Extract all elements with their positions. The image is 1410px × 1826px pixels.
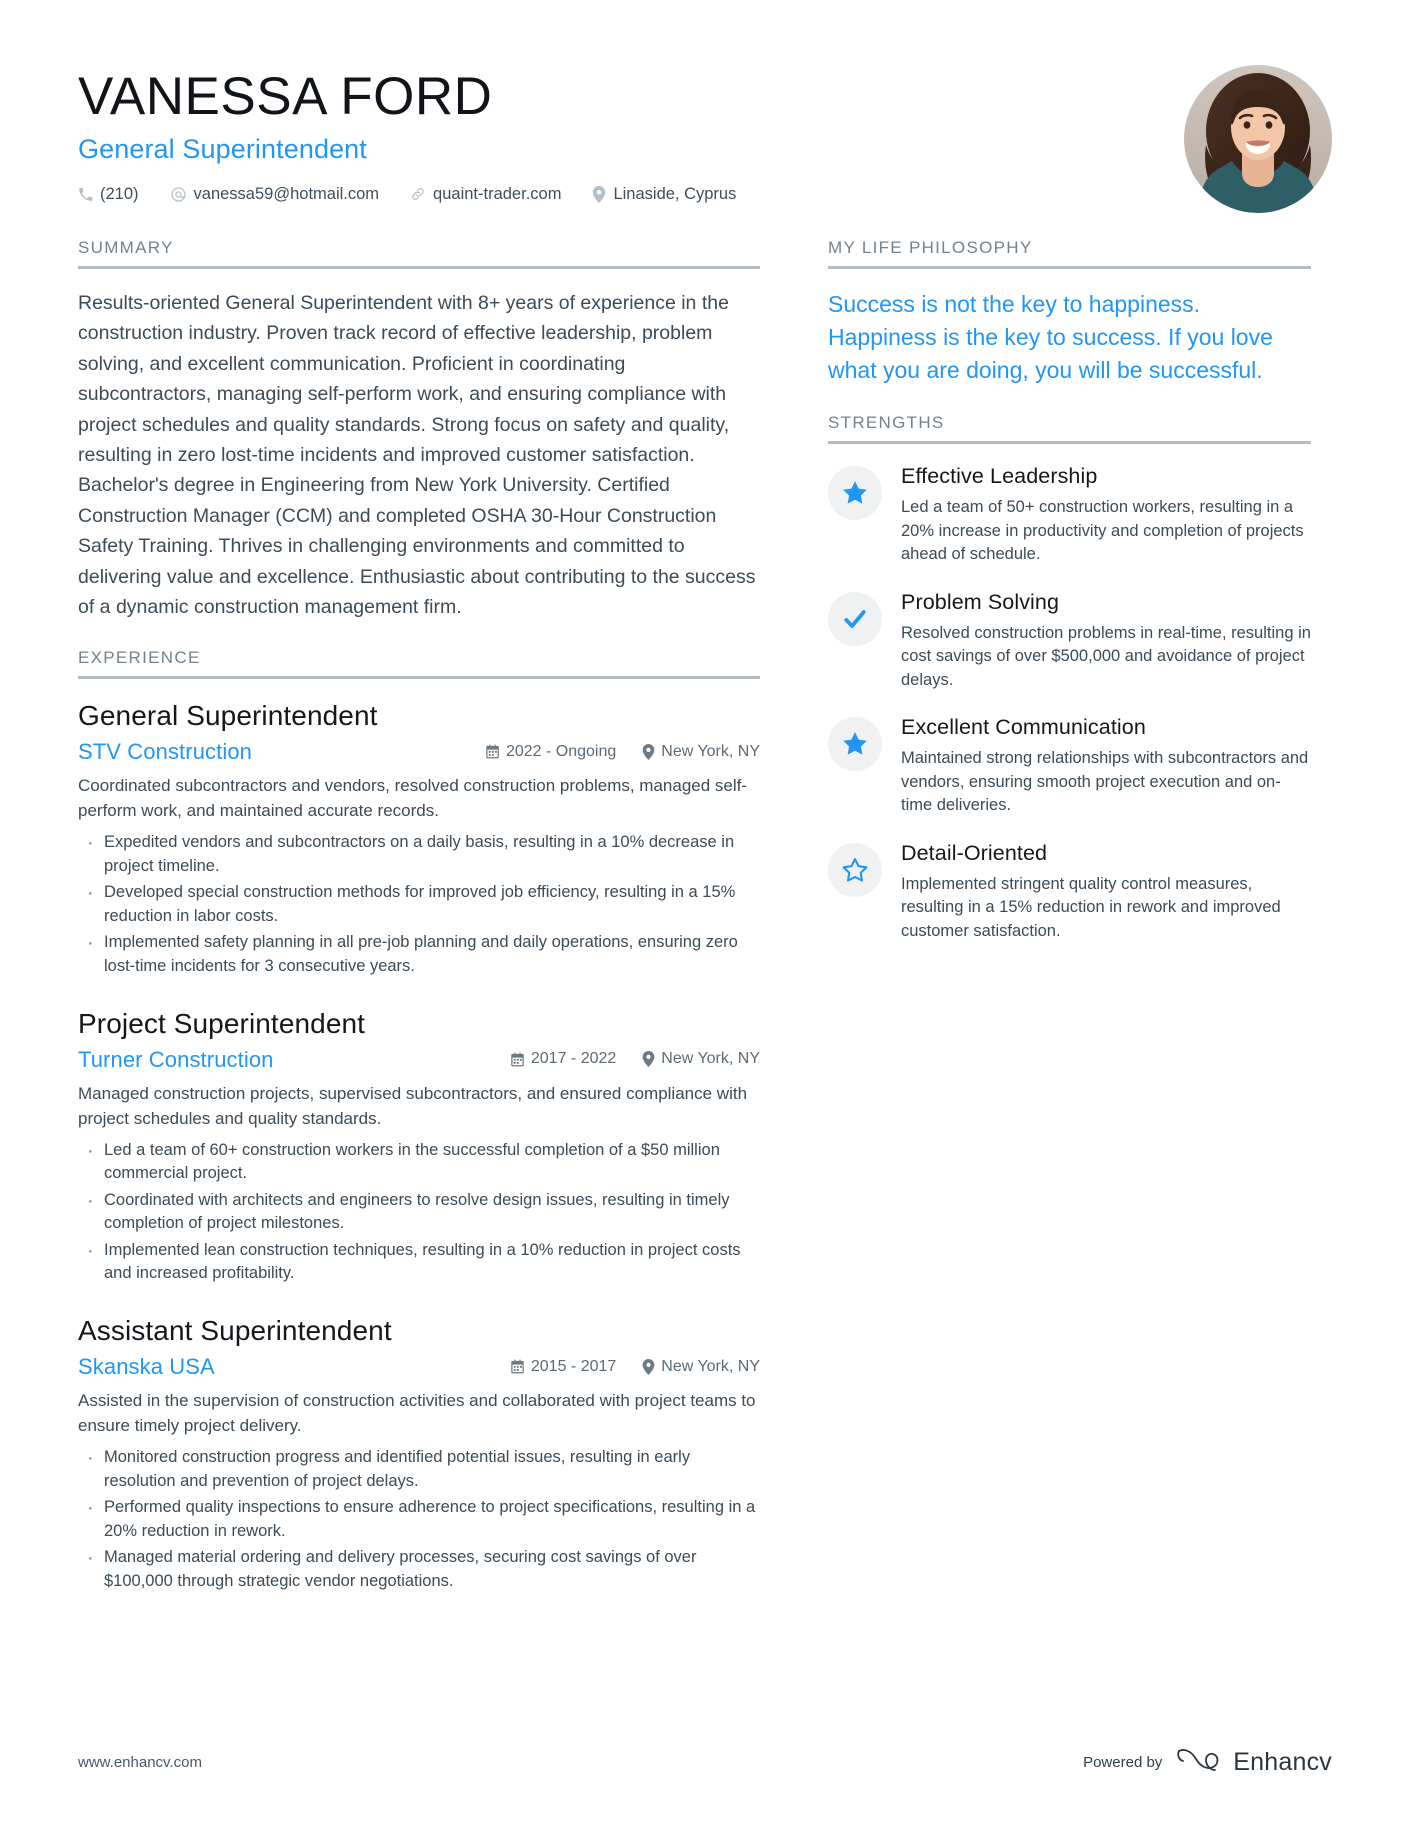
location-pin-icon	[592, 186, 606, 203]
location-pin-icon	[642, 1051, 655, 1067]
experience-job-title: Project Superintendent	[78, 1007, 366, 1039]
experience-meta	[78, 1047, 760, 1073]
strength-name: Problem Solving	[901, 589, 1060, 614]
strength-name: Effective Leadership	[901, 464, 1098, 489]
strength-description: Led a team of 50+ construction workers, resulting in a 20% increase in productivity and completion of projects ahead of schedule.	[901, 498, 1304, 564]
contact-website[interactable]	[410, 185, 561, 204]
location-pin-icon	[642, 744, 655, 760]
experience-heading: EXPERIENCE	[78, 648, 760, 679]
main-columns	[78, 238, 1332, 1619]
contact-email-text: vanessa59@hotmail.com	[193, 184, 380, 203]
experience-bullet: · Implemented lean construction techniques, resulting in a 10% reduction in project costs and increased profitability.	[78, 1239, 760, 1286]
experience-bullet: · Implemented safety planning in all pre-job planning and daily operations, ensuring zero lost-time incidents for 3 consecutive years.	[78, 931, 760, 978]
experience-bullet: · Managed material ordering and delivery processes, securing cost savings of over $100,000 through strategic vendor negotiations.	[78, 1546, 760, 1593]
job-title-subtitle: General Superintendent	[78, 133, 367, 164]
experience-dates-text: 2015 - 2017	[530, 1357, 617, 1375]
strength-icon-badge	[828, 466, 882, 520]
contact-website-text: quaint-trader.com	[433, 184, 562, 203]
strength-icon-badge	[828, 843, 882, 897]
experience-dates	[510, 1358, 616, 1376]
experience-description: Managed construction projects, supervised subcontractors, and ensured compliance with project schedules and quality standards.	[78, 1083, 748, 1128]
contact-location-text: Linaside, Cyprus	[613, 184, 737, 203]
strength-item	[828, 714, 1311, 818]
experience-bullet: · Coordinated with architects and engineers to resolve design issues, resulting in timely completion of project milestones.	[78, 1189, 760, 1236]
experience-bullet: · Developed special construction methods for improved job efficiency, resulting in a 15% reduction in labor costs.	[78, 881, 760, 928]
experience-entry	[78, 1006, 760, 1286]
check-icon	[841, 605, 869, 633]
summary-text: Results-oriented General Superintendent with 8+ years of experience in the construction industry. Proven track record of effective leadership, problem solving, and excellent communication. Proficient in coordinating subcontractors, managing self-perform work, and ensuring compliance with project schedules and quality standards. Strong focus on safety and quality, resulting in zero lost-time incidents and improved customer satisfaction. Bachelor's degree in Engineering from New York University. Certified Construction Manager (CCM) and completed OSHA 30-Hour Construction Safety Training. Thrives in challenging environments and committed to delivering value and excellence. Enthusiastic about contributing to the success of a dynamic construction management firm.	[78, 292, 756, 619]
experience-location-text: New York, NY	[661, 1050, 760, 1068]
avatar	[1184, 65, 1332, 213]
experience-job-title: Assistant Superintendent	[78, 1315, 392, 1347]
experience-description: Coordinated subcontractors and vendors, resolved construction problems, managed self-perform work, and maintained accurate records.	[78, 776, 748, 821]
experience-bullet: · Led a team of 60+ construction workers in the successful completion of a $50 million commercial project.	[78, 1139, 760, 1186]
contact-phone[interactable]	[78, 185, 139, 204]
contact-row	[78, 185, 1332, 204]
experience-bullet: · Monitored construction progress and identified potential issues, resulting in early resolution and prevention of project delays.	[78, 1446, 760, 1493]
experience-bullet-list	[78, 1139, 760, 1286]
philosophy-heading: MY LIFE PHILOSOPHY	[828, 238, 1311, 269]
experience-meta	[78, 739, 760, 765]
enhancv-brand	[1176, 1746, 1332, 1778]
contact-phone-text: (210)	[100, 184, 139, 203]
experience-location-text: New York, NY	[661, 742, 760, 760]
strength-name: Excellent Communication	[901, 715, 1146, 740]
strength-description: Maintained strong relationships with subcontractors and vendors, ensuring smooth project execution and on-time deliveries.	[901, 749, 1309, 815]
experience-location	[642, 1050, 760, 1068]
phone-icon	[78, 187, 93, 202]
resume-header	[78, 55, 1332, 220]
strength-name: Detail-Oriented	[901, 841, 1048, 866]
experience-location-text: New York, NY	[661, 1357, 760, 1375]
experience-dates	[510, 1050, 616, 1068]
footer	[78, 1746, 1332, 1778]
experience-bullet-list	[78, 1446, 760, 1593]
strength-icon-badge	[828, 717, 882, 771]
enhancv-logo-icon	[1176, 1746, 1222, 1778]
summary-heading: SUMMARY	[78, 238, 760, 269]
experience-meta	[78, 1354, 760, 1380]
star-outline-icon	[841, 856, 869, 884]
location-pin-icon	[642, 1359, 655, 1375]
experience-dates	[485, 743, 616, 761]
calendar-icon	[510, 1052, 525, 1067]
footer-url[interactable]: www.enhancv.com	[78, 1753, 202, 1771]
strength-icon-badge	[828, 592, 882, 646]
experience-description: Assisted in the supervision of construction activities and collaborated with project teams to ensure timely project delivery.	[78, 1391, 756, 1436]
strength-description: Resolved construction problems in real-time, resulting in cost savings of over $500,000 and avoidance of project delays.	[901, 623, 1311, 689]
experience-bullet: · Expedited vendors and subcontractors on a daily basis, resulting in a 10% decrease in project timeline.	[78, 831, 760, 878]
powered-by-label: Powered by	[1083, 1753, 1163, 1771]
philosophy-section	[828, 238, 1311, 387]
email-icon	[170, 186, 187, 203]
strength-item	[828, 463, 1311, 567]
right-column	[828, 238, 1311, 1619]
experience-entry	[78, 698, 760, 978]
experience-bullet-list	[78, 831, 760, 978]
strength-description: Implemented stringent quality control measures, resulting in a 15% reduction in rework and improved customer satisfaction.	[901, 874, 1281, 941]
experience-company[interactable]: Skanska USA	[78, 1354, 215, 1380]
experience-company[interactable]: STV Construction	[78, 739, 253, 765]
experience-job-title: General Superintendent	[78, 700, 378, 732]
page-title: VANESSA FORD	[78, 67, 493, 126]
strength-item	[828, 589, 1311, 693]
experience-company[interactable]: Turner Construction	[78, 1046, 274, 1072]
link-icon	[410, 186, 426, 202]
strength-item	[828, 840, 1311, 944]
experience-section	[78, 648, 760, 1593]
star-filled-icon	[841, 730, 869, 758]
experience-bullet: · Performed quality inspections to ensure adherence to project specifications, resulting in a 20% reduction in rework.	[78, 1496, 760, 1543]
left-column	[78, 238, 760, 1619]
calendar-icon	[510, 1359, 525, 1374]
summary-section	[78, 238, 760, 622]
star-filled-icon	[841, 479, 869, 507]
experience-dates-text: 2022 - Ongoing	[505, 742, 617, 760]
strengths-heading: STRENGTHS	[828, 413, 1311, 444]
contact-email[interactable]	[170, 185, 380, 204]
calendar-icon	[485, 744, 500, 759]
footer-branding	[1083, 1746, 1332, 1778]
philosophy-quote: Success is not the key to happiness. Happiness is the key to success. If you love what you are doing, you will be successful.	[828, 291, 1273, 384]
experience-location	[642, 743, 760, 761]
experience-entry	[78, 1313, 760, 1593]
strengths-section	[828, 413, 1311, 943]
contact-location[interactable]	[592, 185, 736, 204]
enhancv-brand-name: Enhancv	[1233, 1747, 1332, 1776]
experience-dates-text: 2017 - 2022	[530, 1050, 617, 1068]
experience-location	[642, 1358, 760, 1376]
